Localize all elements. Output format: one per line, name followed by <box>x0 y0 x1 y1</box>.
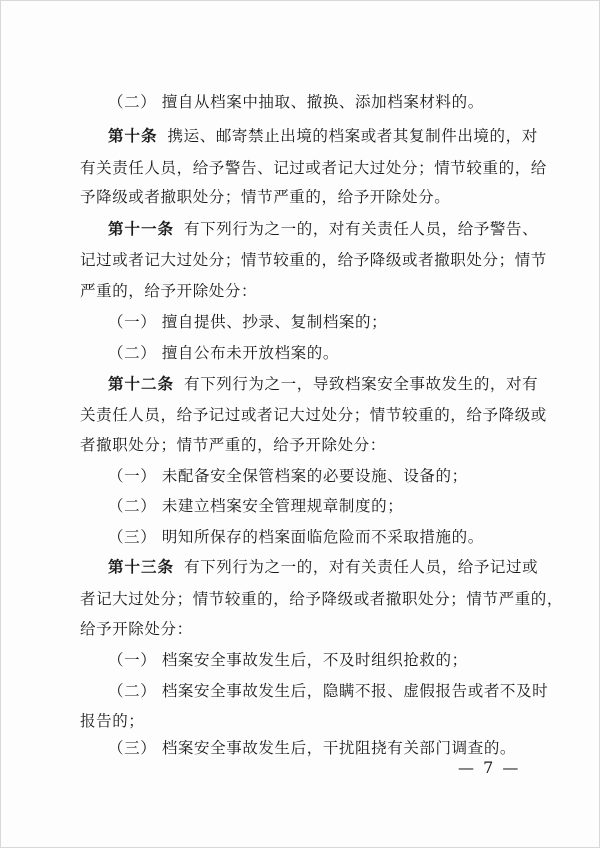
line-text: 有下列行为之一的，对有关责任人员，给予记过或 <box>184 558 539 576</box>
clause-line <box>108 650 558 670</box>
line-text: 者记大过处分；情节较重的，给予降级或者撤职处分；情节严重的， <box>80 590 564 608</box>
clause-line <box>108 92 558 112</box>
line-text: 给予开除处分： <box>80 620 193 638</box>
clause-line <box>108 312 558 332</box>
line-text: （二） 未建立档案安全管理规章制度的； <box>108 497 404 515</box>
line-text: 记过或者记大过处分；情节较重的，给予降级或者撤职处分；情节 <box>80 251 547 269</box>
line-text: （一） 未配备安全保管档案的必要设施、设备的； <box>108 467 468 485</box>
article-number: 第十三条 <box>108 558 175 576</box>
body-line <box>80 405 547 425</box>
line-text: 报告的； <box>80 712 145 730</box>
line-text: （二） 擅自从档案中抽取、撤换、添加档案材料的。 <box>108 93 484 111</box>
line-text: 关责任人员，给予记过或者记大过处分；情节较重的，给予降级或 <box>80 406 547 424</box>
article-number: 第十一条 <box>108 220 175 238</box>
clause-line <box>108 681 558 701</box>
line-text: 者撤职处分；情节严重的，给予开除处分： <box>80 436 386 454</box>
line-text: （三） 档案安全事故发生后，干扰阻挠有关部门调查的。 <box>108 739 517 757</box>
body-line <box>80 589 564 609</box>
line-text: 有关责任人员，给予警告、记过或者记大过处分；情节较重的，给 <box>80 159 547 177</box>
clause-line <box>108 738 558 758</box>
line-text: 有下列行为之一，导致档案安全事故发生的，对有 <box>184 375 539 393</box>
page-number: — 7 — <box>458 758 521 777</box>
line-text: （一） 擅自提供、抄录、复制档案的； <box>108 313 388 331</box>
article-number: 第十二条 <box>108 375 175 393</box>
line-text: （二） 擅自公布未开放档案的。 <box>108 344 339 362</box>
body-line <box>80 187 530 207</box>
body-line <box>80 711 530 731</box>
line-text: （三） 明知所保存的档案面临危险而不采取措施的。 <box>108 528 484 546</box>
line-text: （二） 档案安全事故发生后，隐瞒不报、虚假报告或者不及时 <box>108 682 549 700</box>
body-line <box>80 435 530 455</box>
line-text: 携运、邮寄禁止出境的档案或者其复制件出境的，对 <box>167 127 538 145</box>
article-number: 第十条 <box>108 127 158 145</box>
body-line <box>80 250 547 270</box>
clause-line <box>108 527 558 547</box>
line-text: 严重的，给予开除处分： <box>80 282 258 300</box>
line-text: 予降级或者撤职处分；情节严重的，给予开除处分。 <box>80 188 451 206</box>
clause-line <box>108 466 558 486</box>
article-13-line <box>108 557 558 577</box>
clause-line <box>108 343 558 363</box>
article-11-line <box>108 219 558 239</box>
article-12-line <box>108 374 558 394</box>
line-text: （一） 档案安全事故发生后，不及时组织抢救的； <box>108 651 468 669</box>
body-line <box>80 619 530 639</box>
body-line <box>80 281 530 301</box>
body-line <box>80 158 547 178</box>
clause-line <box>108 496 558 516</box>
article-10-line <box>108 126 558 146</box>
line-text: 有下列行为之一的，对有关责任人员，给予警告、 <box>184 220 539 238</box>
